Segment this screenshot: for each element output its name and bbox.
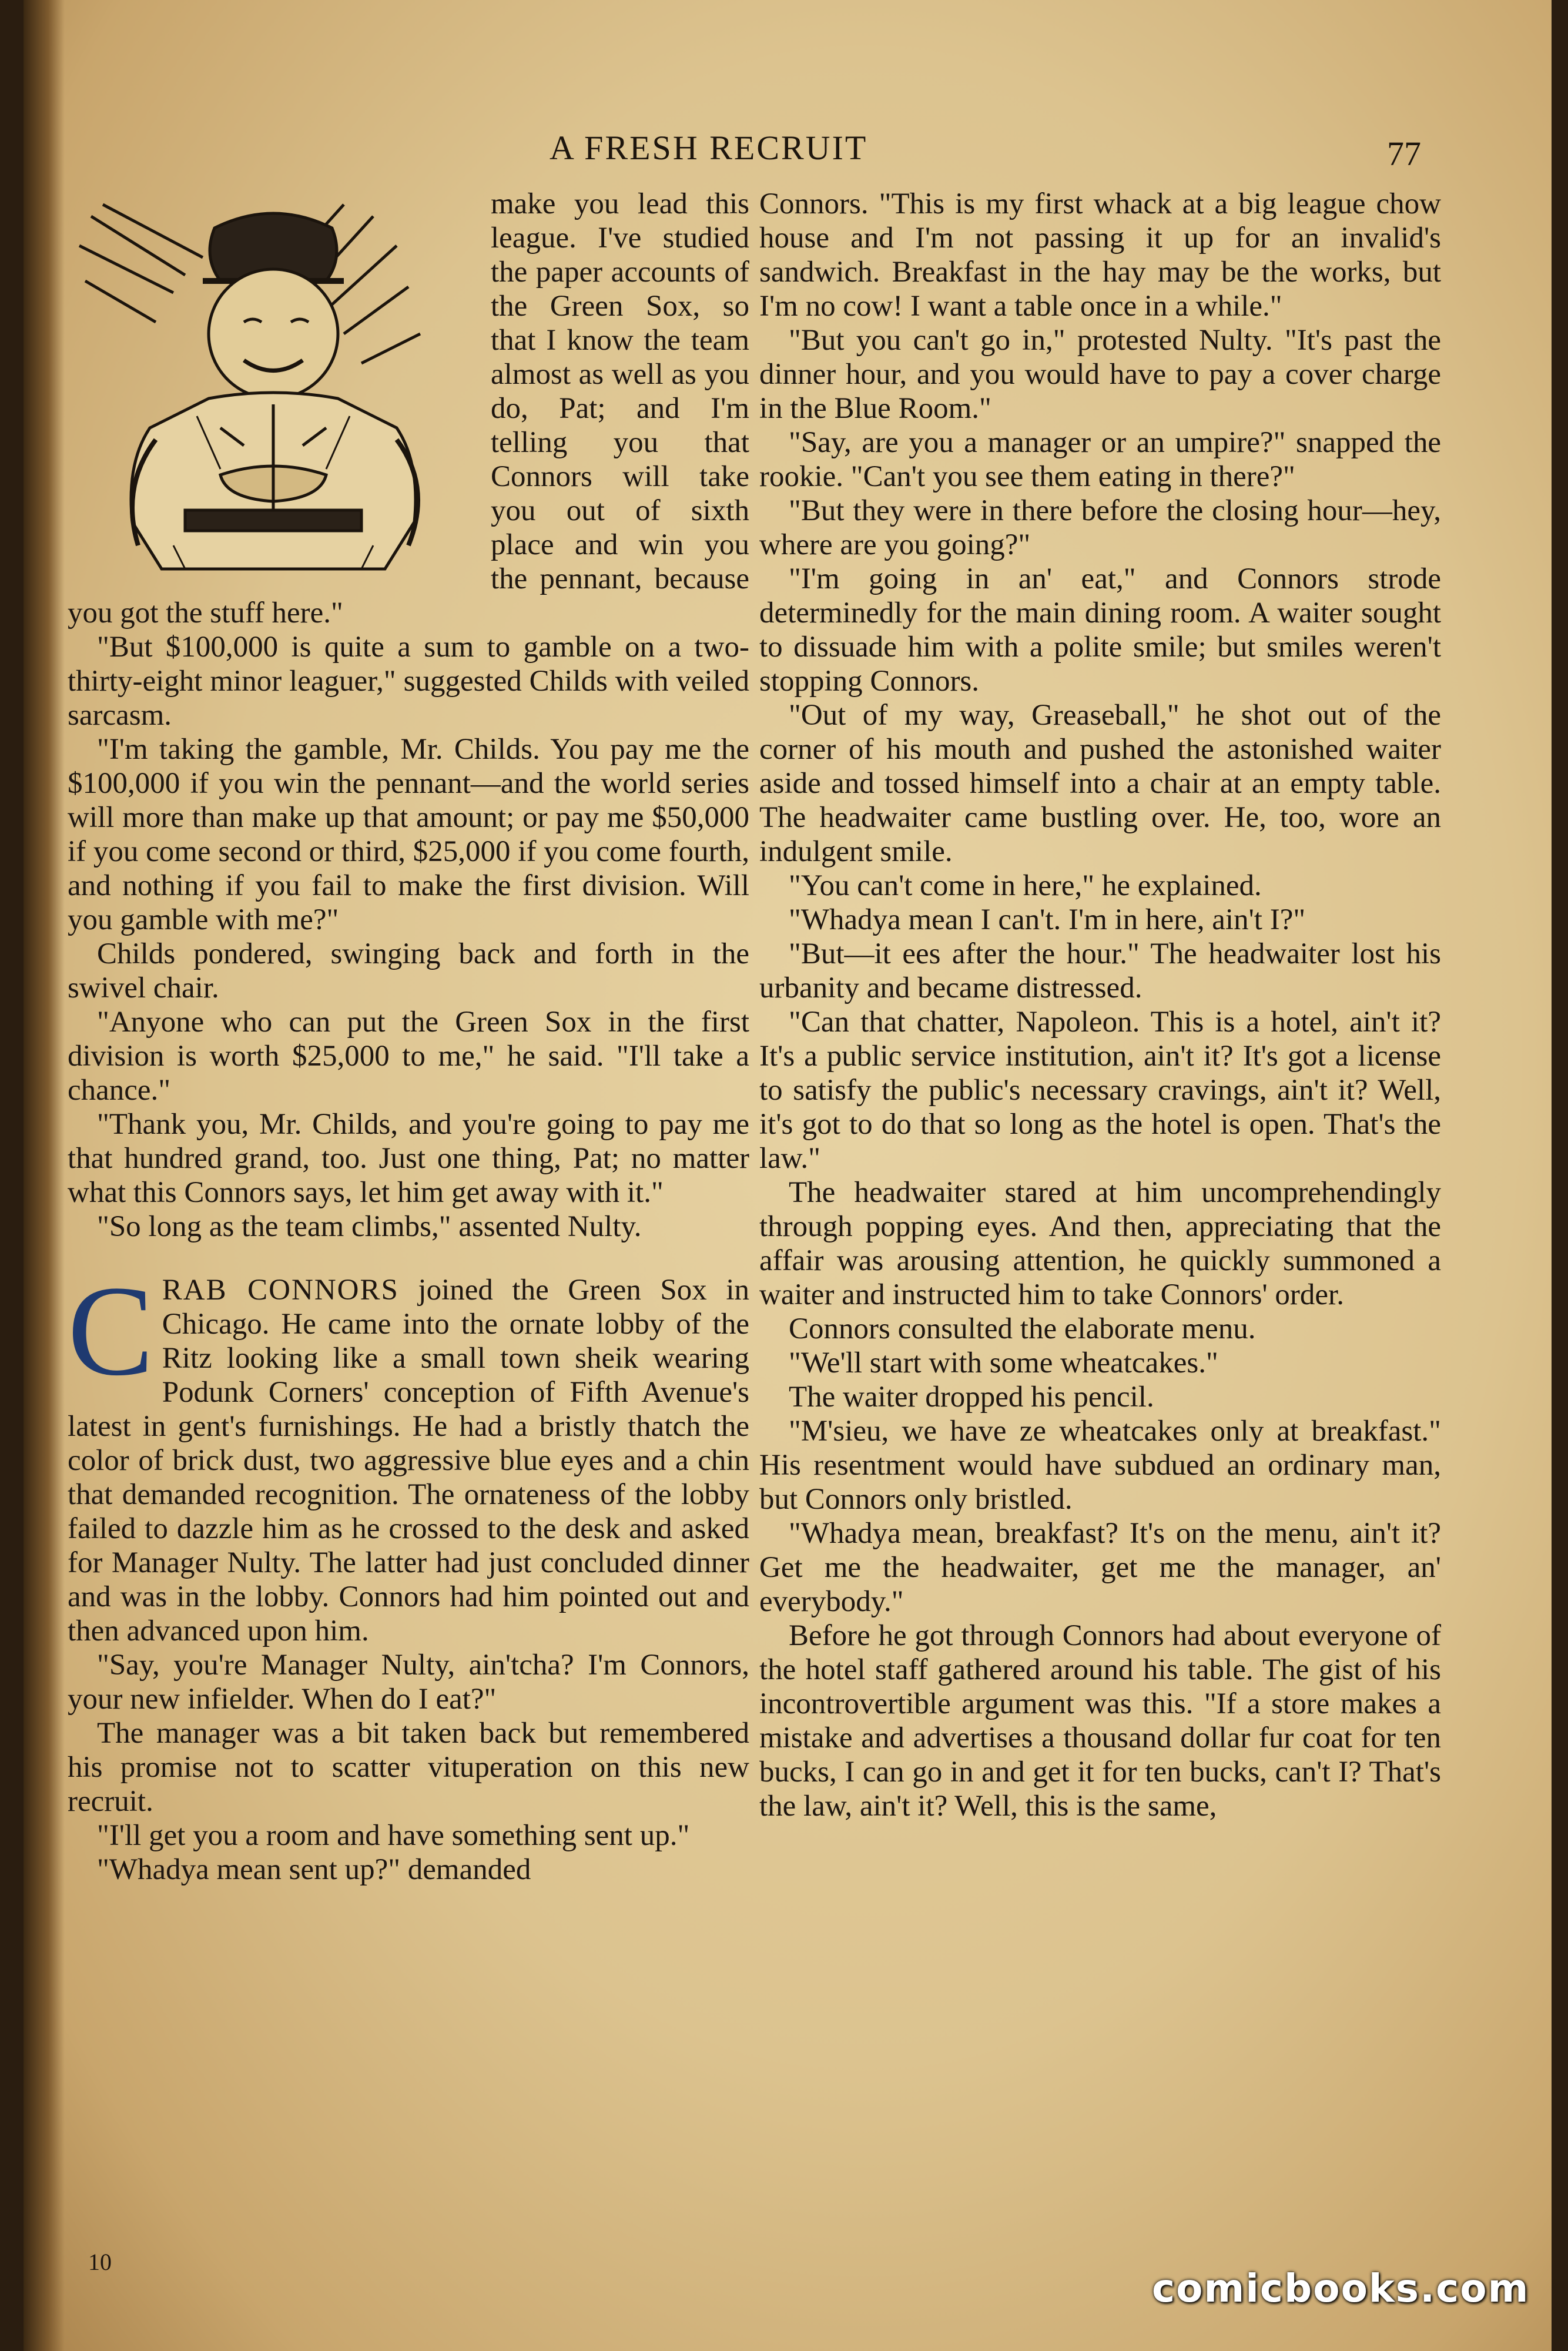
paragraph: "But—it ees after the hour." The headwaiter lost his urbanity and became distressed. xyxy=(759,937,1441,1004)
running-header xyxy=(24,128,1499,181)
baseball-player-icon xyxy=(68,193,479,581)
paragraph: "But $100,000 is quite a sum to gamble on a two-thirty-eight minor leaguer," suggested Childs with veiled sarcasm. xyxy=(68,631,749,732)
paragraph: make you lead this league. I've studied the paper accounts of the Green Sox, so that I know the team almost as well as you do, Pat; and I'm telling you that Connors will take you out of sixth place and win you the pennant, because you got the stuff here." xyxy=(68,187,749,629)
right-column xyxy=(759,187,1441,1823)
page-number: 77 xyxy=(1387,135,1421,173)
watermark: comicbooks.com xyxy=(1152,2266,1530,2311)
signature-mark: 10 xyxy=(88,2249,112,2275)
book-page xyxy=(24,0,1552,2351)
paragraph: The manager was a bit taken back but remembered his promise not to scatter vituperation on this new recruit. xyxy=(68,1717,749,1818)
paragraph: "But they were in there before the closing hour—hey, where are you going?" xyxy=(759,494,1441,561)
paragraph: "Can that chatter, Napoleon. This is a hotel, ain't it? It's a public service institution, ain't it? It's got a license to satisfy the public's necessary cravings, ain't it? Well, it's got to do that so long as the hotel is open. That's the law." xyxy=(759,1006,1441,1175)
left-column xyxy=(68,187,749,1887)
paragraph: "We'll start with some wheatcakes." xyxy=(789,1347,1218,1379)
paragraph: Before he got through Connors had about everyone of the hotel staff gathered around his table. The gist of his incontrovertible argument was this. "If a store makes a mistake and advertises a thousand dollar fur coat for ten bucks, I can go in and get it for ten bucks, can't I? That's the law, ain't it? Well, this is the same, xyxy=(759,1619,1441,1823)
paragraph: Connors. "This is my first whack at a big league chow house and I'm not passing it up for an invalid's sandwich. Breakfast in the hay may be the works, but I'm no cow! I want a table once in a while." xyxy=(759,187,1441,323)
paragraph: "Thank you, Mr. Childs, and you're going to pay me that hundred grand, too. Just one thing, Pat; no matter what this Connors says, let him get away with it." xyxy=(68,1108,749,1209)
paragraph: "But you can't go in," protested Nulty. "It's past the dinner hour, and you would have to pay a cover charge in the Blue Room." xyxy=(759,324,1441,425)
paragraph: "Out of my way, Greaseball," he shot out of the corner of his mouth and pushed the astonished waiter aside and tossed himself into a chair at an empty table. The headwaiter came bustling over. He, too, wore an indulgent smile. xyxy=(759,699,1441,868)
paragraph: "So long as the team climbs," assented Nulty. xyxy=(97,1210,642,1243)
paragraph: "Whadya mean sent up?" demanded xyxy=(97,1853,531,1886)
paragraph: "Whadya mean, breakfast? It's on the menu, ain't it? Get me the headwaiter, get me the manager, an' everybody." xyxy=(759,1517,1441,1618)
paragraph: Connors consulted the elaborate menu. xyxy=(789,1312,1256,1345)
paragraph: "Anyone who can put the Green Sox in the first division is worth $25,000 to me," he said. "I'll take a chance." xyxy=(68,1006,749,1107)
section-lead: RAB CONNORS xyxy=(162,1274,399,1307)
paragraph: "I'm going in an' eat," and Connors strode determinedly for the main dining room. A waiter sought to dissuade him with a polite smile; but smiles weren't stopping Connors. xyxy=(759,562,1441,698)
section-opening xyxy=(68,1259,749,1648)
paragraph: "Whadya mean I can't. I'm in here, ain't I?" xyxy=(789,903,1306,936)
paragraph: The waiter dropped his pencil. xyxy=(789,1381,1154,1414)
paragraph: "Say, are you a manager or an umpire?" snapped the rookie. "Can't you see them eating in there?" xyxy=(759,426,1441,493)
paragraph-text: joined the Green Sox in Chicago. He came into the ornate lobby of the Ritz looking like a small town sheik wearing Podunk Corners' conception of Fifth Avenue's latest in gent's furnishings. He had a bristly thatch the color of brick dust, two aggressive blue eyes and a chin that demanded recognition. The ornateness of the lobby failed to dazzle him as he crossed to the desk and asked for Manager Nulty. The latter had just concluded dinner and was in the lobby. Connors had him pointed out and then advanced upon him. xyxy=(68,1274,749,1647)
paragraph: "I'm taking the gamble, Mr. Childs. You pay me the $100,000 if you win the pennant—and the world series will more than make up that amount; or pay me $50,000 if you come second or third, $25,000 if you come fourth, and nothing if you fail to make the first division. Will you gamble with me?" xyxy=(68,733,750,936)
running-title: A FRESH RECRUIT xyxy=(550,129,868,167)
book-spine xyxy=(24,0,65,2351)
paragraph: "You can't come in here," he explained. xyxy=(789,869,1262,902)
paragraph: "I'll get you a room and have something sent up." xyxy=(97,1819,690,1852)
paragraph: Childs pondered, swinging back and forth in the swivel chair. xyxy=(68,937,749,1004)
paragraph: "M'sieu, we have ze wheatcakes only at breakfast." His resentment would have subdued an ordinary man, but Connors only bristled. xyxy=(759,1415,1441,1516)
drop-cap: C xyxy=(68,1259,154,1402)
paragraph: The headwaiter stared at him uncomprehendingly through popping eyes. And then, appreciating that the affair was arousing attention, he quickly summoned a waiter and instructed him to take Connors' order. xyxy=(759,1176,1441,1311)
paragraph: "Say, you're Manager Nulty, ain'tcha? I'm Connors, your new infielder. When do I eat?" xyxy=(68,1649,749,1716)
section-break xyxy=(68,1244,749,1273)
